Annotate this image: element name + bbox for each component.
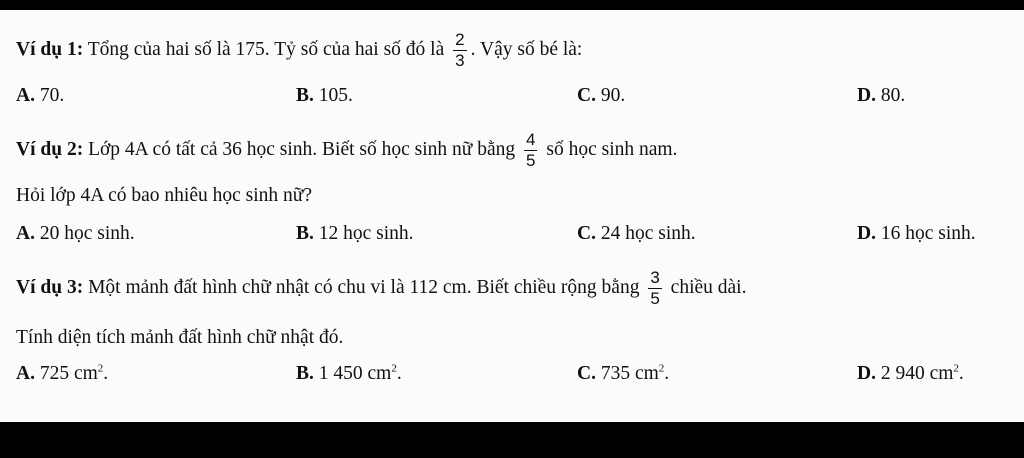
fraction-denominator: 3 bbox=[455, 51, 465, 70]
question-1-label: Ví dụ 1: bbox=[16, 38, 84, 60]
option-text: 735 cm bbox=[600, 363, 659, 384]
superscript: 2 bbox=[658, 362, 665, 375]
question-2-fraction bbox=[524, 130, 537, 171]
option-text: 70. bbox=[39, 85, 65, 106]
question-2-text: Lớp 4A có tất cả 36 học sinh. Biết số học sinh nữ bằng bbox=[88, 138, 516, 160]
option-letter: B. bbox=[296, 223, 314, 244]
question-2-option-b[interactable] bbox=[296, 222, 414, 246]
option-text: 20 học sinh. bbox=[39, 223, 135, 244]
fraction-numerator: 4 bbox=[526, 130, 536, 149]
option-text: 24 học sinh. bbox=[600, 223, 696, 244]
question-3-option-d[interactable] bbox=[857, 362, 964, 386]
question-3-option-c[interactable] bbox=[577, 362, 669, 386]
option-end: . bbox=[396, 363, 402, 384]
question-2-option-c[interactable] bbox=[577, 222, 696, 246]
question-1-stem bbox=[16, 30, 582, 71]
fraction-numerator: 3 bbox=[650, 268, 660, 287]
question-3-fraction bbox=[648, 268, 661, 309]
question-1-option-c[interactable] bbox=[577, 84, 625, 108]
option-text: 1 450 cm bbox=[318, 363, 392, 384]
option-letter: C. bbox=[577, 363, 596, 384]
question-2-option-a[interactable] bbox=[16, 222, 135, 246]
question-3-label: Ví dụ 3: bbox=[16, 276, 84, 298]
option-letter: C. bbox=[577, 223, 596, 244]
question-3-stem bbox=[16, 268, 746, 309]
question-1-option-d[interactable] bbox=[857, 84, 905, 108]
fraction-numerator: 2 bbox=[455, 30, 465, 49]
superscript: 2 bbox=[953, 362, 959, 375]
question-3-text: Một mảnh đất hình chữ nhật có chu vi là 112 cm. Biết chiều rộng bằng bbox=[88, 276, 640, 298]
option-text: 16 học sinh. bbox=[880, 223, 976, 244]
option-letter: A. bbox=[16, 223, 35, 244]
option-letter: A. bbox=[16, 85, 35, 106]
fraction-denominator: 5 bbox=[650, 289, 660, 308]
question-2-option-d[interactable] bbox=[857, 222, 976, 246]
option-end: . bbox=[958, 363, 964, 384]
option-letter: D. bbox=[857, 223, 876, 244]
option-letter: B. bbox=[296, 85, 314, 106]
option-end: . bbox=[664, 363, 670, 384]
option-letter: D. bbox=[857, 363, 876, 384]
question-1-option-a[interactable] bbox=[16, 84, 64, 108]
question-2-line2: Hỏi lớp 4A có bao nhiêu học sinh nữ? bbox=[16, 185, 313, 206]
worksheet-page bbox=[0, 10, 1024, 422]
question-3-text-after: chiều dài. bbox=[670, 276, 747, 298]
option-end: . bbox=[103, 363, 109, 384]
option-text: 12 học sinh. bbox=[318, 223, 414, 244]
fraction-denominator: 5 bbox=[526, 151, 536, 170]
question-1-text-after: . Vậy số bé là: bbox=[470, 38, 583, 60]
option-letter: C. bbox=[577, 85, 596, 106]
option-text: 80. bbox=[880, 85, 906, 106]
option-letter: B. bbox=[296, 363, 314, 384]
question-2-label: Ví dụ 2: bbox=[16, 138, 84, 160]
question-2-stem bbox=[16, 130, 677, 171]
superscript: 2 bbox=[97, 362, 104, 375]
option-letter: A. bbox=[16, 363, 35, 384]
question-3-option-a[interactable] bbox=[16, 362, 108, 386]
question-1-fraction bbox=[453, 30, 466, 71]
option-text: 105. bbox=[318, 85, 353, 106]
option-text: 725 cm bbox=[39, 363, 98, 384]
question-1-text: Tổng của hai số là 175. Tỷ số của hai số đó là bbox=[87, 38, 445, 60]
question-1-option-b[interactable] bbox=[296, 84, 353, 108]
question-2-text-after: số học sinh nam. bbox=[546, 138, 678, 160]
option-text: 2 940 cm bbox=[880, 363, 954, 384]
option-letter: D. bbox=[857, 85, 876, 106]
option-text: 90. bbox=[600, 85, 626, 106]
superscript: 2 bbox=[391, 362, 397, 375]
question-3-line2: Tính diện tích mảnh đất hình chữ nhật đó. bbox=[16, 327, 344, 348]
question-3-option-b[interactable] bbox=[296, 362, 402, 386]
